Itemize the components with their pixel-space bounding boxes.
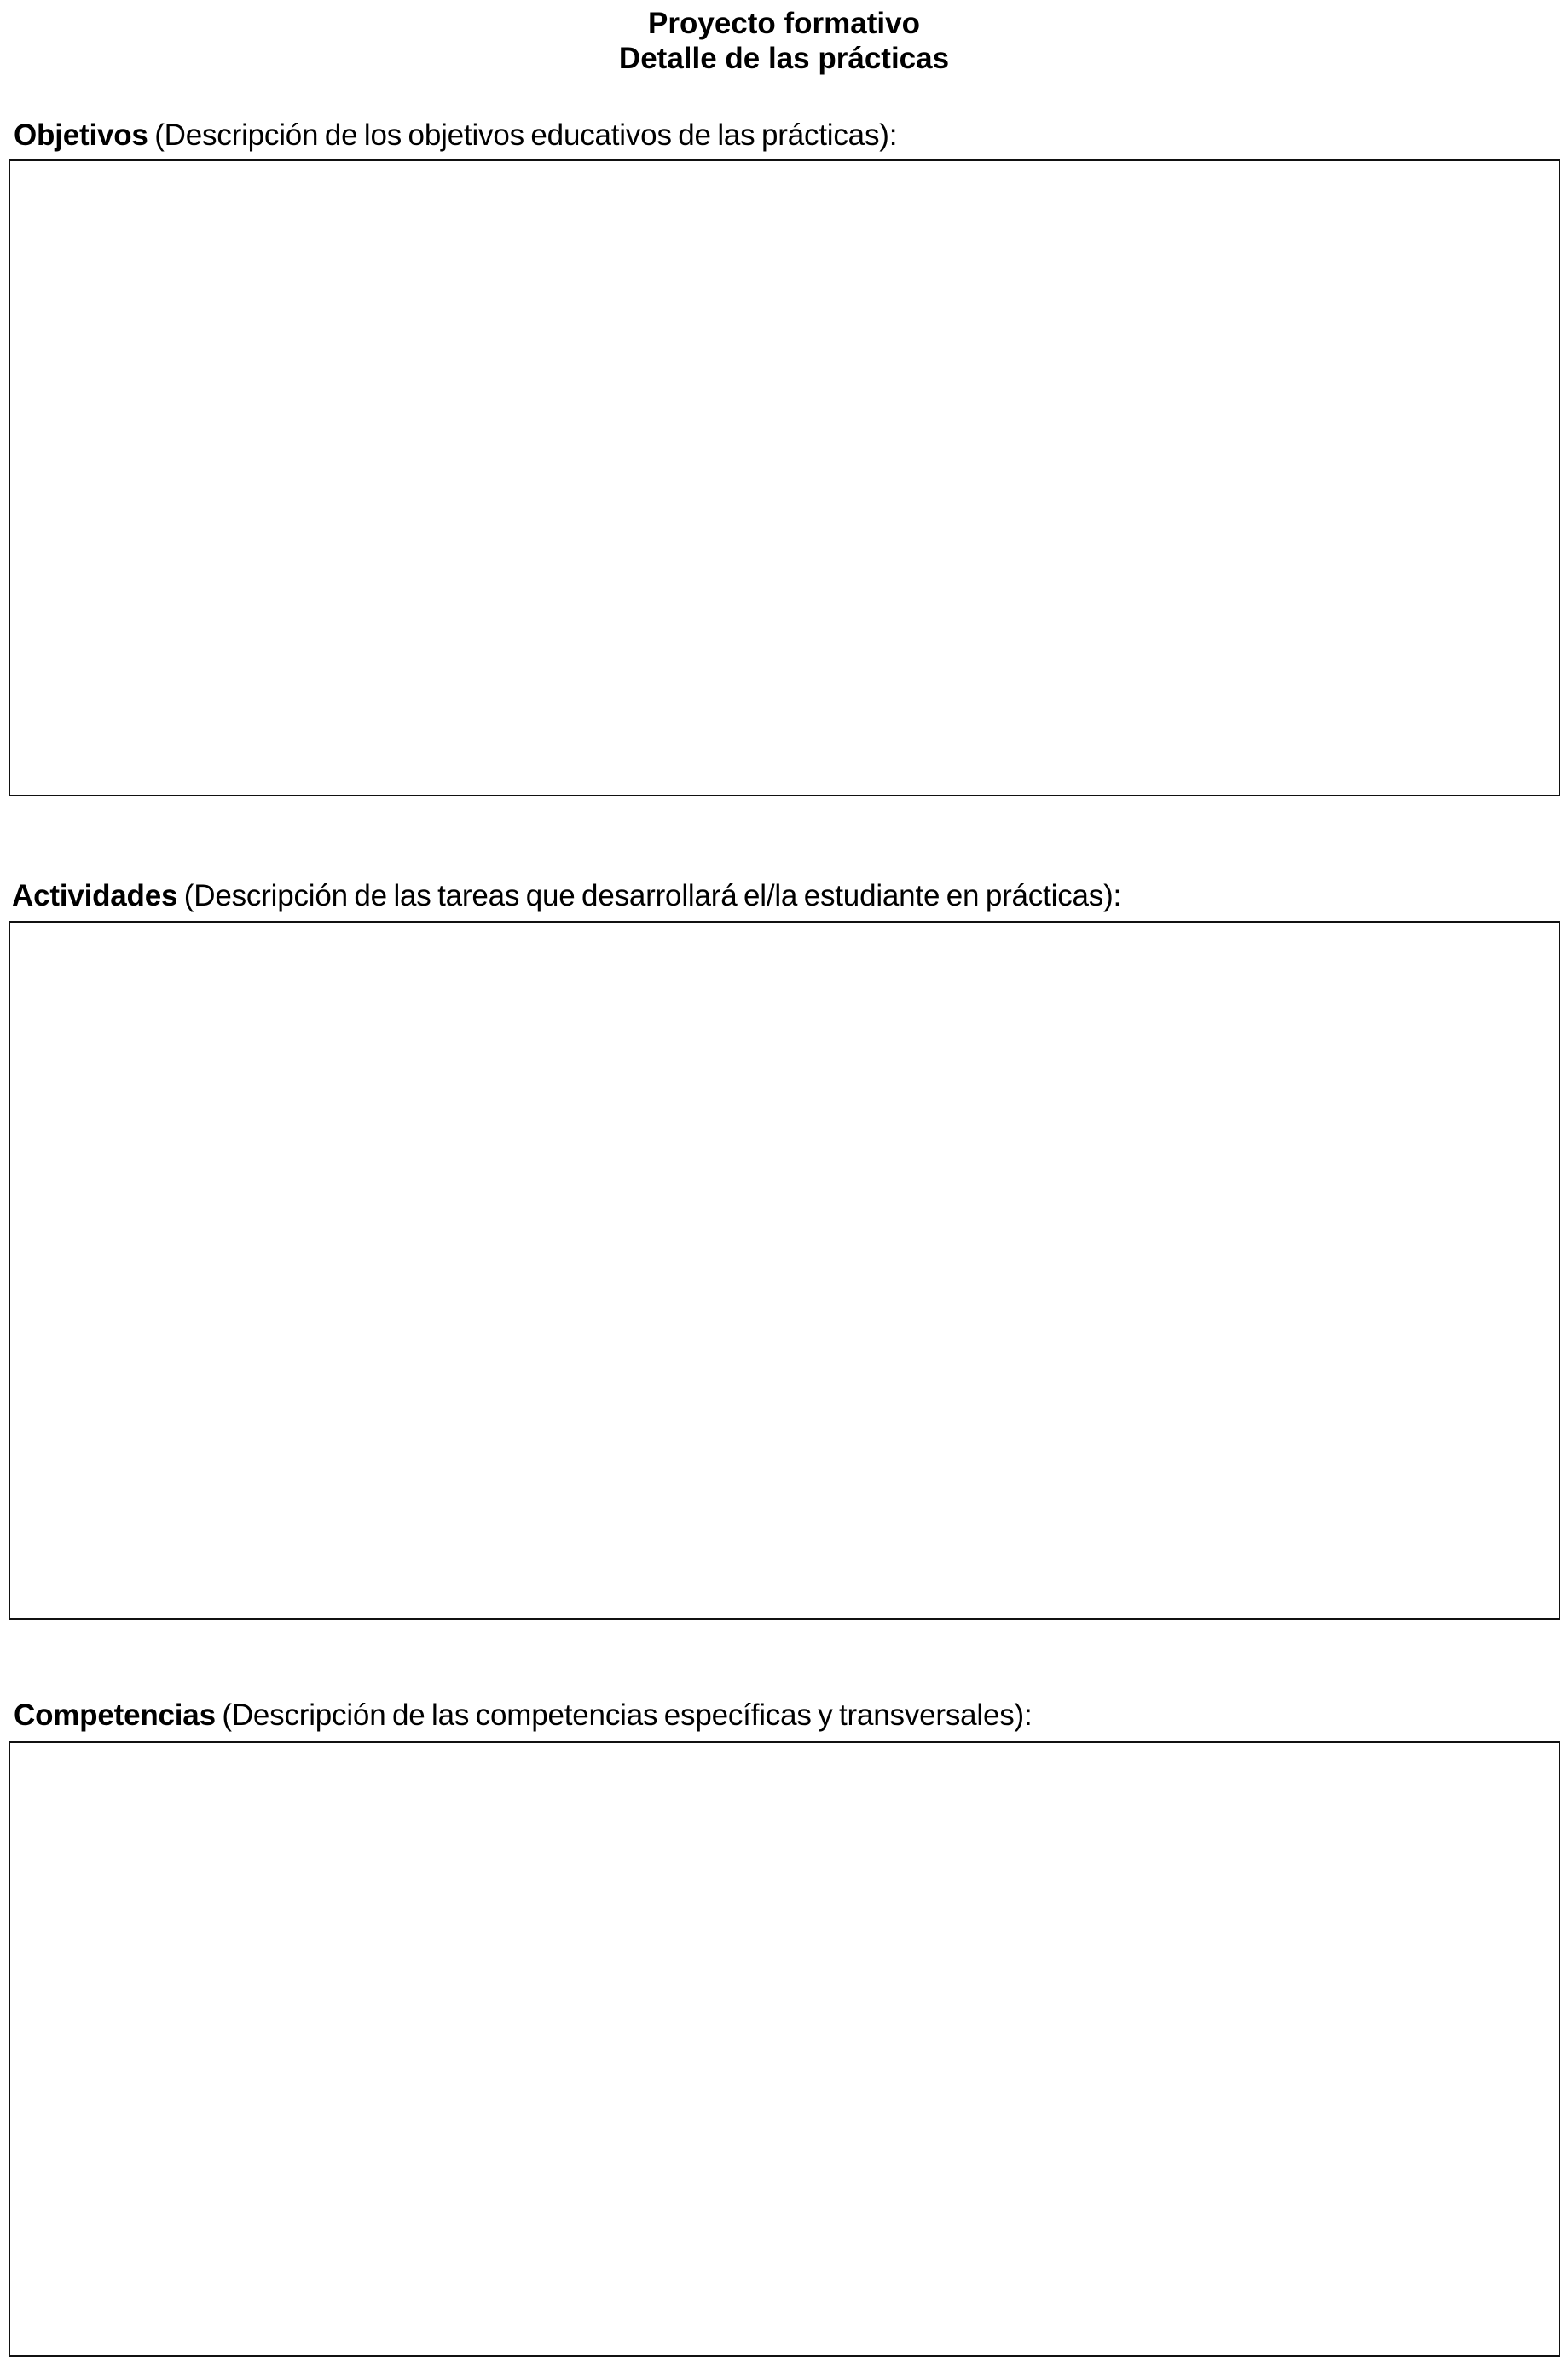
competencias-text-field[interactable] bbox=[9, 1741, 1560, 2357]
objetivos-label bbox=[14, 120, 897, 150]
objetivos-text-field[interactable] bbox=[9, 159, 1560, 796]
actividades-label bbox=[12, 881, 1121, 911]
document-subtitle: Detalle de las prácticas bbox=[618, 42, 950, 75]
competencias-heading: Competencias bbox=[14, 1699, 216, 1732]
actividades-heading: Actividades bbox=[12, 879, 178, 912]
actividades-text-field[interactable] bbox=[9, 921, 1560, 1620]
document-title: Proyecto formativo bbox=[648, 7, 920, 40]
objetivos-heading: Objetivos bbox=[14, 119, 148, 152]
actividades-description: (Descripción de las tareas que desarrollará el/la estudiante en prácticas): bbox=[177, 879, 1122, 912]
competencias-label bbox=[14, 1700, 1033, 1730]
competencias-description: (Descripción de las competencias específicas y transversales): bbox=[215, 1699, 1033, 1732]
objetivos-description: (Descripción de los objetivos educativos de las prácticas): bbox=[148, 119, 898, 152]
